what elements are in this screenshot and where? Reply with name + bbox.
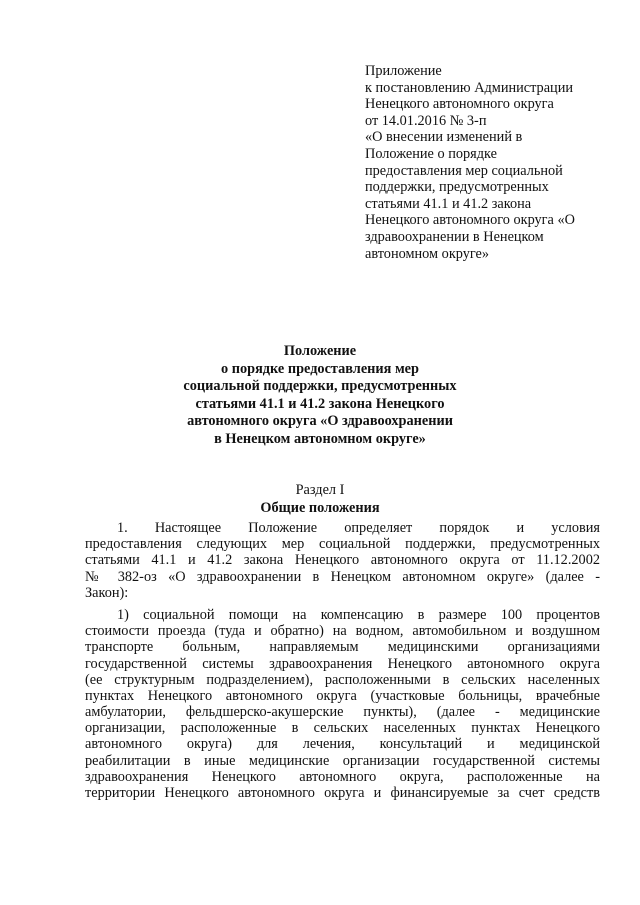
paragraph-line: государственной системы здравоохранения Ненецкого автономного округа bbox=[85, 655, 600, 672]
appendix-line: Ненецкого автономного округа «О bbox=[365, 212, 575, 229]
appendix-line: Приложение bbox=[365, 63, 442, 79]
paragraph-line: 1. Настоящее Положение определяет порядок и условия bbox=[117, 520, 600, 536]
document-body bbox=[85, 520, 600, 807]
section-title: Общие положения bbox=[260, 500, 380, 516]
paragraph-line: территории Ненецкого автономного округа и финансируемые за счет средств bbox=[85, 785, 600, 801]
paragraph-line: статьями 41.1 и 41.2 закона Ненецкого автономного округа от 11.12.2002 bbox=[85, 552, 600, 569]
paragraph-line: здравоохранения Ненецкого автономного округа, расположенные на bbox=[85, 768, 600, 785]
appendix-line: Ненецкого автономного округа bbox=[365, 96, 554, 113]
title-line: о порядке предоставления мер bbox=[221, 360, 419, 377]
title-line: Положение bbox=[283, 343, 357, 359]
title-line: социальной поддержки, предусмотренных bbox=[183, 378, 457, 394]
appendix-line: поддержки, предусмотренных bbox=[365, 179, 549, 196]
paragraph-line: реабилитации в иные медицинские организации государственной системы bbox=[85, 752, 600, 769]
appendix-line: Положение о порядке bbox=[365, 145, 497, 162]
paragraph-line: автономного округа) для лечения, консультаций и медицинской bbox=[85, 736, 600, 753]
paragraph-1 bbox=[85, 520, 600, 601]
section-label: Раздел I bbox=[295, 482, 345, 498]
appendix-line: автономном округе» bbox=[365, 245, 490, 262]
paragraph-line: стоимости проезда (туда и обратно) на водном, автомобильном и воздушном bbox=[85, 623, 600, 640]
document-title bbox=[100, 343, 540, 448]
paragraph-line: № 382-оз «О здравоохранении в Ненецком автономном округе» (далее - bbox=[85, 568, 600, 585]
appendix-line: к постановлению Администрации bbox=[365, 79, 574, 96]
appendix-line: предоставления мер социальной bbox=[365, 162, 563, 179]
paragraph-line: предоставления следующих мер социальной поддержки, предусмотренных bbox=[85, 536, 600, 553]
appendix-line: «О внесении изменений в bbox=[365, 129, 523, 146]
appendix-line: от 14.01.2016 № 3-п bbox=[365, 112, 487, 129]
title-line: автономного округа «О здравоохранении bbox=[187, 413, 453, 429]
paragraph-line: Закон): bbox=[85, 584, 129, 601]
paragraph-line: амбулатории, фельдшерско-акушерские пункты), (далее - медицинские bbox=[85, 704, 600, 721]
appendix-header bbox=[365, 63, 615, 262]
paragraph-line: организации, расположенные в сельских населенных пунктах Ненецкого bbox=[85, 720, 600, 737]
section-heading bbox=[100, 481, 540, 517]
title-line: в Ненецком автономном округе» bbox=[214, 430, 426, 447]
paragraph-2 bbox=[85, 606, 600, 801]
title-line: статьями 41.1 и 41.2 закона Ненецкого bbox=[195, 395, 445, 412]
appendix-line: здравоохранении в Ненецком bbox=[365, 228, 544, 245]
paragraph-line: транспорте больным, направляемым медицинскими организациями bbox=[85, 639, 600, 656]
paragraph-line: 1) социальной помощи на компенсацию в размере 100 процентов bbox=[117, 606, 600, 623]
paragraph-line: (ее структурным подразделением), расположенными в сельских населенных bbox=[85, 671, 600, 688]
paragraph-line: пунктах Ненецкого автономного округа (участковые больницы, врачебные bbox=[85, 687, 600, 704]
appendix-line: статьями 41.1 и 41.2 закона bbox=[365, 195, 532, 212]
